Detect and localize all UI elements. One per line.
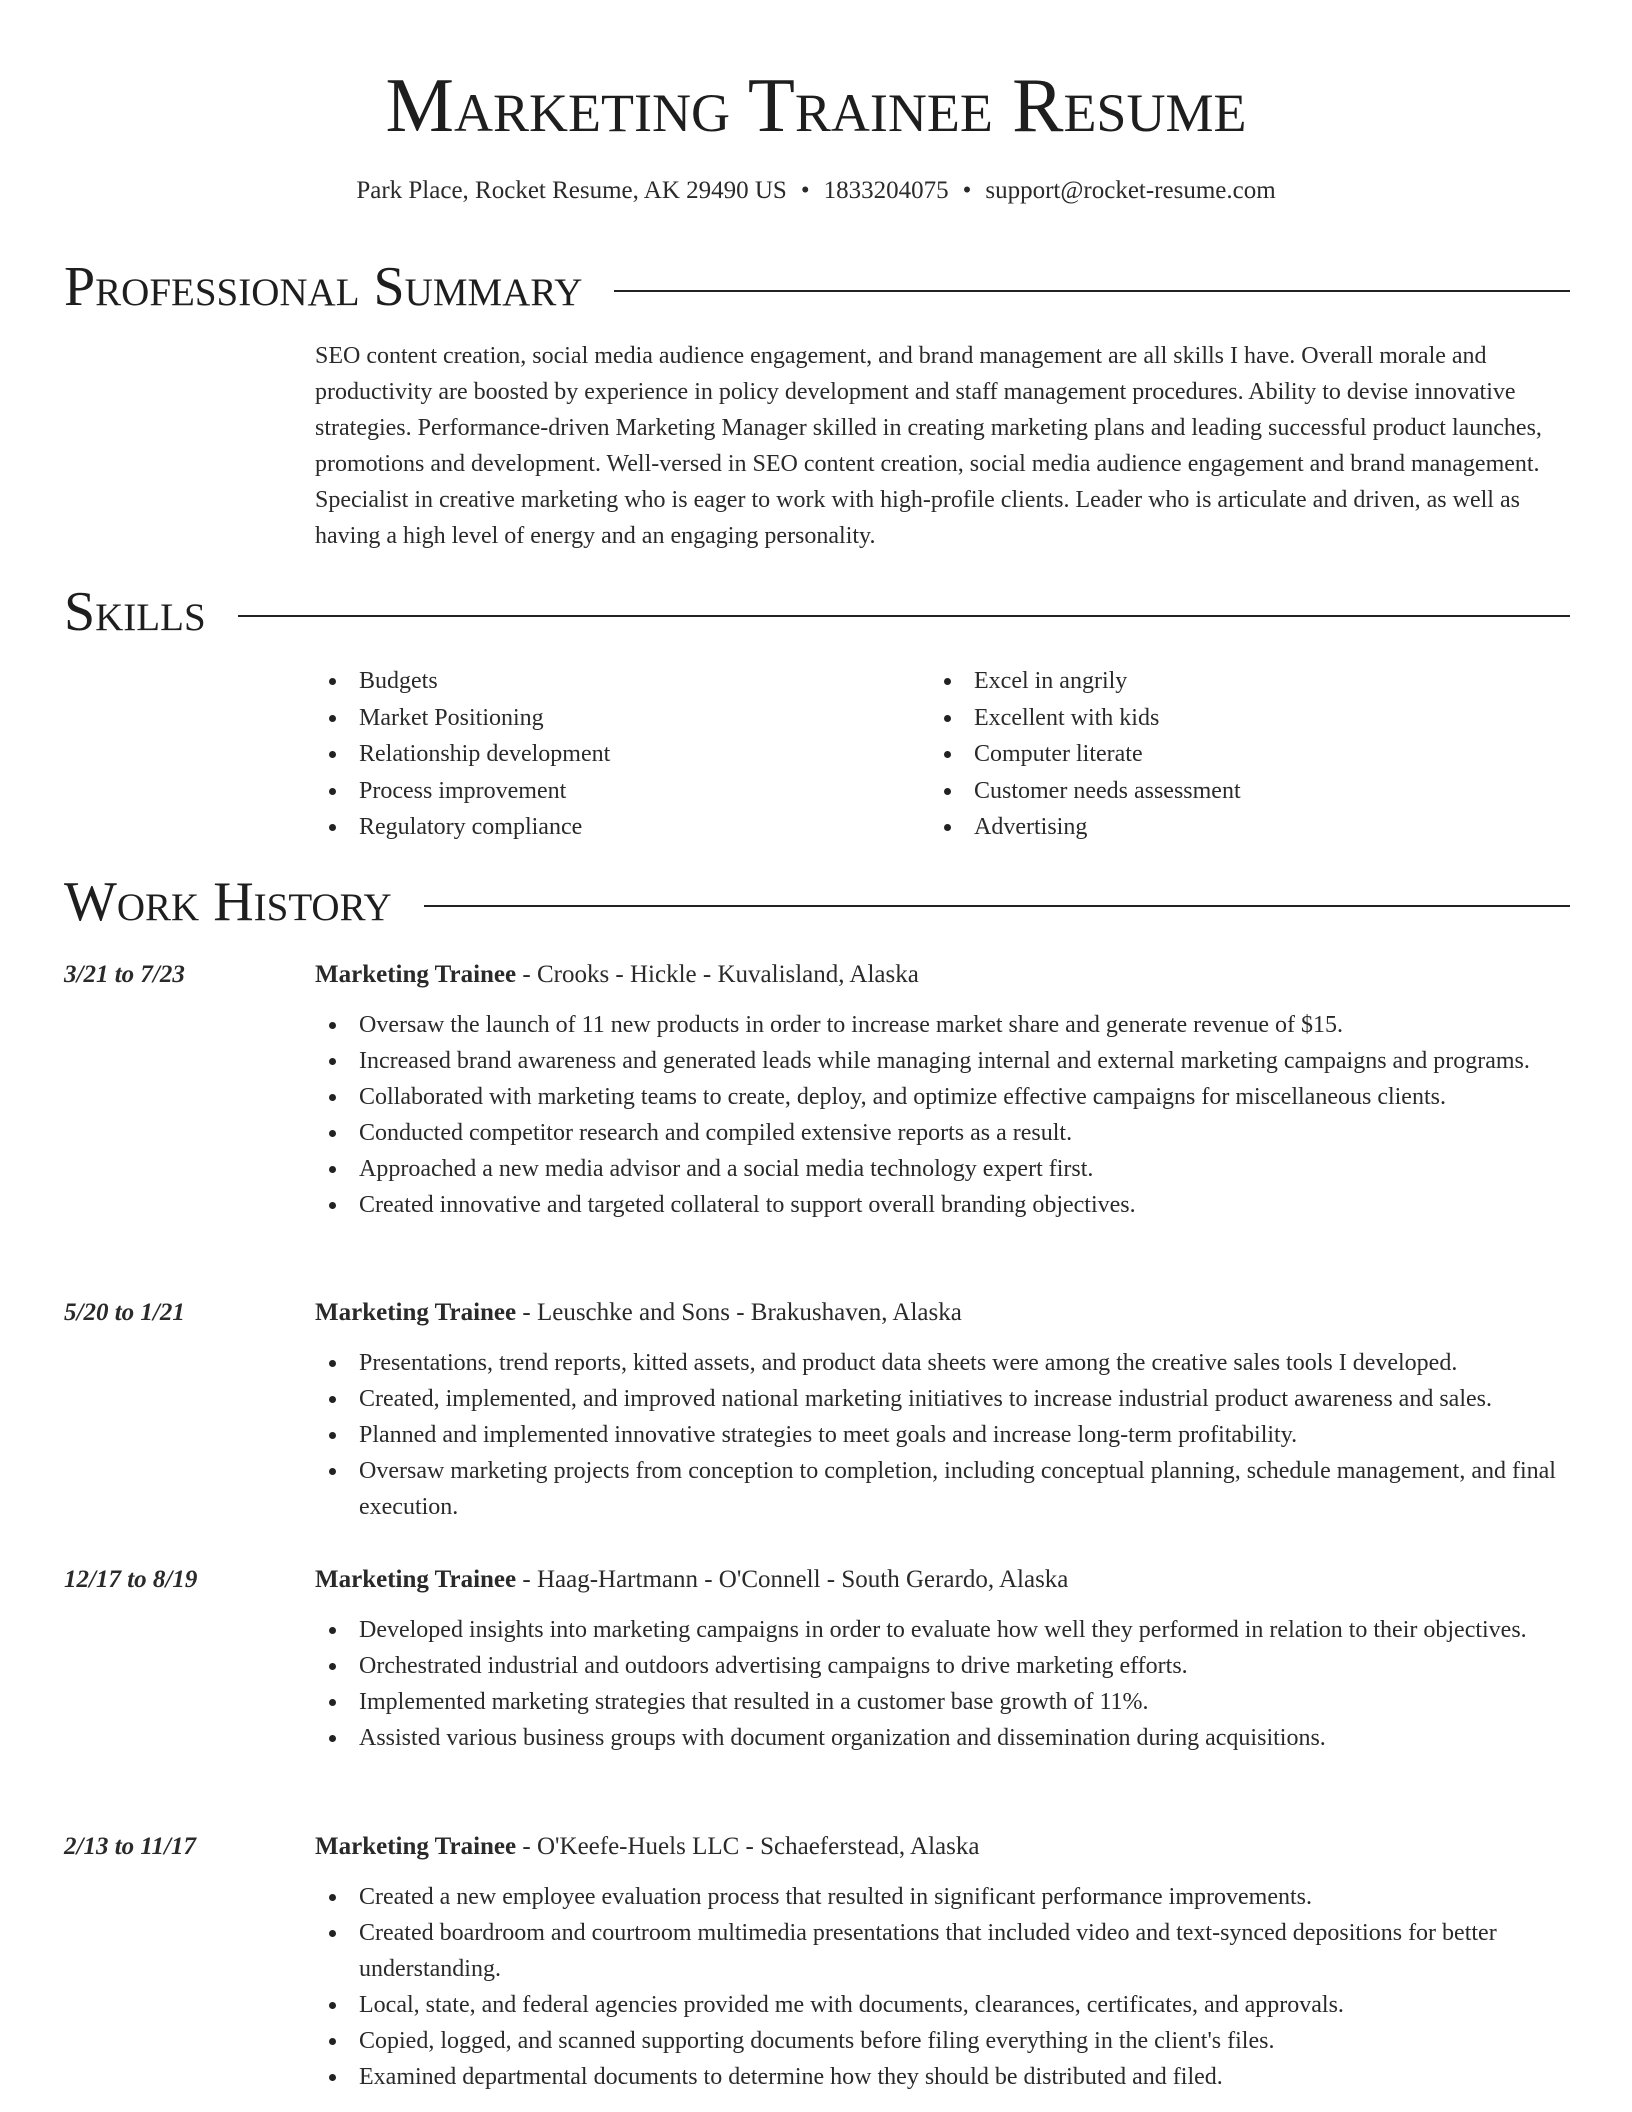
job-dates: 12/17 to 8/19	[64, 1566, 198, 1593]
job-bullet: Copied, logged, and scanned supporting documents before filing everything in the client's files.	[315, 2023, 1571, 2059]
skill-item: Excellent with kids	[930, 700, 1530, 737]
job-heading	[315, 1295, 962, 1331]
skills-list-right	[930, 663, 1530, 846]
skill-item: Computer literate	[930, 736, 1530, 773]
job-title: Marketing Trainee	[315, 1566, 517, 1593]
job-bullets	[315, 1612, 1571, 1756]
job-bullet: Oversaw marketing projects from conception to completion, including conceptual planning, schedule management, and final execution.	[315, 1453, 1571, 1525]
summary-text: SEO content creation, social media audience engagement, and brand management are all skills I have. Overall morale and productivity are boosted by experience in policy development and staff management procedures. Ability to devise innovative strategies. Performance-driven Marketing Manager skilled in creating marketing plans and leading successful product launches, promotions and development. Well-versed in SEO content creation, social media audience engagement and brand management. Specialist in creative marketing who is eager to work with high-profile clients. Leader who is articulate and driven, as well as having a high level of energy and an engaging personality.	[315, 343, 1542, 549]
job-bullet: Developed insights into marketing campaigns in order to evaluate how well they performed in relation to their objectives.	[315, 1612, 1571, 1648]
skills-list-left	[315, 663, 915, 846]
separator-dot: •	[800, 177, 810, 204]
job-bullet: Oversaw the launch of 11 new products in order to increase market share and generate revenue of $15.	[315, 1007, 1571, 1043]
contact-email: support@rocket-resume.com	[985, 177, 1276, 204]
job-bullet: Increased brand awareness and generated leads while managing internal and external marketing campaigns and programs.	[315, 1043, 1571, 1079]
contact-phone: 1833204075	[823, 177, 949, 204]
job-bullets	[315, 1879, 1571, 2095]
skill-item: Advertising	[930, 809, 1530, 846]
skills-section-header	[64, 580, 1570, 644]
job-bullet: Created a new employee evaluation process that resulted in significant performance improvements.	[315, 1879, 1571, 1915]
summary-section-header	[64, 255, 1570, 319]
separator-dot: •	[962, 177, 972, 204]
job-dates: 2/13 to 11/17	[64, 1833, 196, 1860]
job-heading	[315, 1829, 979, 1865]
job-title: Marketing Trainee	[315, 1833, 517, 1860]
contact-address: Park Place, Rocket Resume, AK 29490 US	[356, 177, 787, 204]
work-heading: Work History	[64, 871, 392, 933]
job-employer: - O'Keefe-Huels LLC - Schaeferstead, Alaska	[516, 1833, 980, 1860]
job-dates: 5/20 to 1/21	[64, 1299, 185, 1326]
job-heading	[315, 1562, 1068, 1598]
job-dates: 3/21 to 7/23	[64, 961, 185, 988]
skill-item: Regulatory compliance	[315, 809, 915, 846]
skill-item: Excel in angrily	[930, 663, 1530, 700]
job-employer: - Leuschke and Sons - Brakushaven, Alaska	[516, 1299, 962, 1326]
summary-heading: Professional Summary	[64, 256, 583, 318]
job-bullet: Examined departmental documents to determine how they should be distributed and filed.	[315, 2059, 1571, 2095]
skill-item: Market Positioning	[315, 700, 915, 737]
job-bullet: Approached a new media advisor and a social media technology expert first.	[315, 1151, 1571, 1187]
contact-line	[0, 174, 1632, 208]
job-bullets	[315, 1345, 1571, 1525]
job-bullet: Collaborated with marketing teams to create, deploy, and optimize effective campaigns for miscellaneous clients.	[315, 1079, 1571, 1115]
skill-item: Process improvement	[315, 773, 915, 810]
section-divider	[424, 905, 1570, 907]
job-bullet: Conducted competitor research and compiled extensive reports as a result.	[315, 1115, 1571, 1151]
skills-heading: Skills	[64, 581, 206, 643]
job-bullet: Created boardroom and courtroom multimedia presentations that included video and text-synced depositions for better understanding.	[315, 1915, 1571, 1987]
job-bullet: Created, implemented, and improved national marketing initiatives to increase industrial product awareness and sales.	[315, 1381, 1571, 1417]
section-divider	[614, 290, 1570, 292]
job-bullet: Planned and implemented innovative strategies to meet goals and increase long-term profitability.	[315, 1417, 1571, 1453]
section-divider	[238, 615, 1570, 617]
job-bullet: Orchestrated industrial and outdoors advertising campaigns to drive marketing efforts.	[315, 1648, 1571, 1684]
job-title: Marketing Trainee	[315, 1299, 517, 1326]
job-employer: - Haag-Hartmann - O'Connell - South Gerardo, Alaska	[516, 1566, 1069, 1593]
job-bullet: Presentations, trend reports, kitted assets, and product data sheets were among the creative sales tools I developed.	[315, 1345, 1571, 1381]
job-bullet: Assisted various business groups with document organization and dissemination during acquisitions.	[315, 1720, 1571, 1756]
job-employer: - Crooks - Hickle - Kuvalisland, Alaska	[516, 961, 919, 988]
skill-item: Relationship development	[315, 736, 915, 773]
job-bullet: Implemented marketing strategies that resulted in a customer base growth of 11%.	[315, 1684, 1571, 1720]
job-bullet: Created innovative and targeted collateral to support overall branding objectives.	[315, 1187, 1571, 1223]
work-section-header	[64, 870, 1570, 934]
resume-title: Marketing Trainee Resume	[385, 62, 1247, 148]
skill-item: Budgets	[315, 663, 915, 700]
skill-item: Customer needs assessment	[930, 773, 1530, 810]
job-bullet: Local, state, and federal agencies provided me with documents, clearances, certificates, and approvals.	[315, 1987, 1571, 2023]
job-title: Marketing Trainee	[315, 961, 517, 988]
job-bullets	[315, 1007, 1571, 1223]
job-heading	[315, 957, 919, 993]
